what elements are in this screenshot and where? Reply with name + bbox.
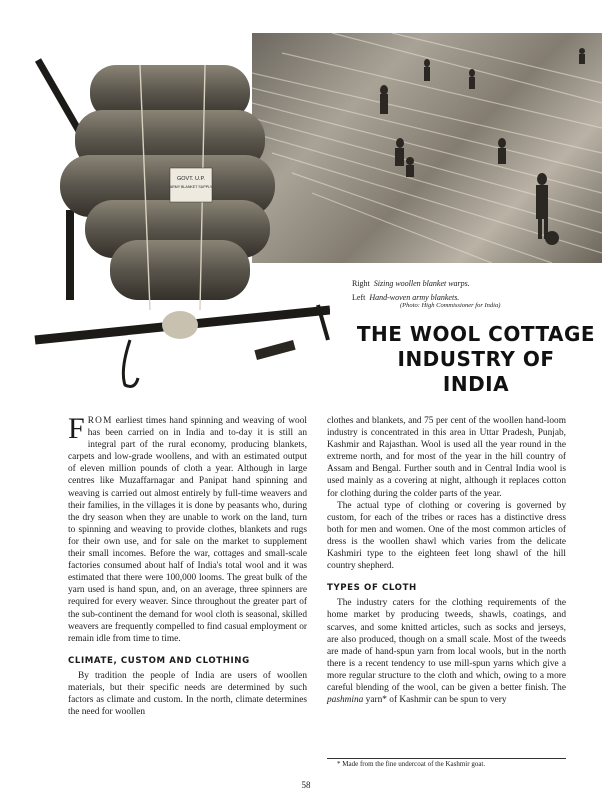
photo-army-blankets bbox=[30, 40, 330, 400]
caption-left-text: Hand-woven army blankets. bbox=[369, 293, 460, 302]
intro-text: earliest times hand spinning and weaving of wool has been carried on in India and to-day it is still an integral part of the rural economy, producing blankets, carpets and low-grade woollens, and with an estimated output of eleven million pounds of cloth a year. Although in large centres like Muzaffarnagar and Panipat hand spinning and weaving is carried out almost entirely by full-time weavers and their families, in the villages it is done by peasants who, during the dry season when they are unable to work on the land, turn to spinning and weaving to provide clothes, blankets and rugs for their own use, and for sale on the market to supplement their small incomes. Before the war, cottages and small-scale factories consumed about half of India's total wool and it was estimated that there were 100,000 looms. The great bulk of the yarn used is hand spun, and, on an average, three spinners are required for every weaver. Since throughout the greater part of the sub-continent the demand for wool cloth is seasonal, skilled weavers are frequently compelled to find casual employment or remain idle from time to time. bbox=[68, 416, 307, 644]
body-column-right bbox=[327, 415, 566, 706]
section-heading-types: TYPES OF CLOTH bbox=[327, 583, 417, 594]
paragraph-types bbox=[327, 597, 566, 706]
types-text-end: yarn* of Kashmir can be spun to very bbox=[363, 695, 507, 706]
drop-cap: F bbox=[68, 412, 85, 445]
caption-right-label: Right bbox=[352, 279, 370, 288]
body-column-left bbox=[68, 412, 307, 718]
paragraph-intro bbox=[68, 412, 307, 645]
title-line-1: THE WOOL COTTAGE bbox=[356, 322, 596, 346]
footnote-rule bbox=[327, 758, 566, 759]
blanket-label-line2: ARMY BLANKET SUPPLY bbox=[169, 185, 213, 189]
pashmina-term: pashmina bbox=[327, 695, 364, 706]
paragraph-custom: The actual type of clothing or covering is governed by custom, for each of the tribes or races has a distinctive dress both for men and women. One of the most common articles of dress is the woollen shawl which varies from the delicate Kashmiri type to the eighteen feet long shawl of the hill country shepherd. bbox=[327, 500, 566, 572]
blanket-label-line1: GOVT. U.P. bbox=[176, 176, 206, 182]
title-line-3: INDIA bbox=[442, 372, 510, 396]
types-text-start: The industry caters for the clothing requirements of the home market by producing tweeds, shawls, coatings, and scarves, and some knitted articles, such as socks and jerseys, are also produced, though on a small scale. Most of the tweeds are made of hand-spun yarn from local wools, but in the north there is a recent tendency to use mill-spun yarns which give a more regular structure to the cloth and which, owing to a more careful blending of the wool, can be given a better finish. The bbox=[327, 598, 566, 693]
section-heading-climate: CLIMATE, CUSTOM AND CLOTHING bbox=[68, 655, 250, 666]
photo-credit: (Photo: High Commissioner for India) bbox=[400, 302, 501, 309]
caption-right bbox=[352, 279, 602, 289]
intro-smallcaps: ROM bbox=[87, 416, 113, 426]
article-title bbox=[345, 322, 607, 397]
page-number: 58 bbox=[301, 780, 311, 790]
caption-right-text: Sizing woollen blanket warps. bbox=[373, 279, 470, 288]
title-line-2: INDUSTRY OF bbox=[397, 347, 555, 371]
paragraph-climate-continued: clothes and blankets, and 75 per cent of the woollen hand-loom industry is concentrated in this area in Uttar Pradesh, Punjab, Kashmir and Rajasthan. Wool is used all the year round in the extreme north, and for most of the year in the hill country of Assam and Bengal. Further south and in Central India wool is used mainly as a covering at night, although it replaces cotton for clothing during the colder parts of the year. bbox=[327, 416, 566, 499]
footnote: * Made from the fine undercoat of the Kashmir goat. bbox=[337, 760, 486, 768]
caption-left-label: Left bbox=[352, 293, 366, 302]
paragraph-climate: By tradition the people of India are users of woollen materials, but their specific needs are determined by such factors as climate and custom. In the north, climate determines the need for woollen bbox=[68, 670, 307, 718]
